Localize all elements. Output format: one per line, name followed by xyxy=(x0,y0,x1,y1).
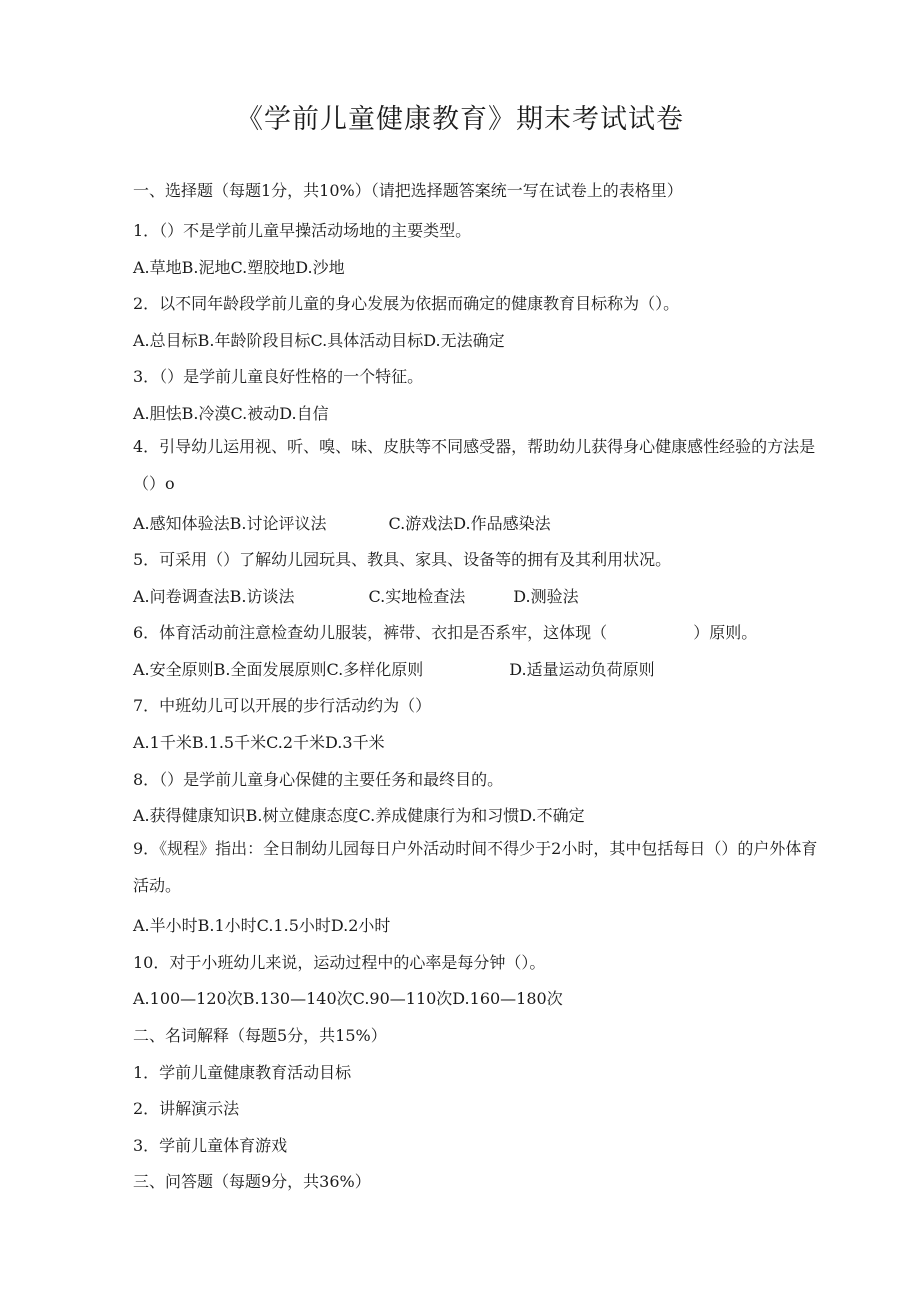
question-6-options-d: D.适量运动负荷原则 xyxy=(509,660,655,679)
question-2: 2．以不同年龄段学前儿童的身心发展为依据而确定的健康教育目标称为（）。 xyxy=(133,294,680,313)
question-6-text: 6．体育活动前注意检查幼儿服装，裤带、衣扣是否系牢，这体现（ xyxy=(133,623,608,642)
question-4-options xyxy=(133,511,551,534)
question-8-options: A.获得健康知识B.树立健康态度C.养成健康行为和习惯D.不确定 xyxy=(133,806,585,825)
question-6-options-abc: A.安全原则B.全面发展原则C.多样化原则 xyxy=(133,660,424,679)
question-9: 9．《规程》指出：全日制幼儿园每日户外活动时间不得少于2小时，其中包括每日（）的户外体育活动。 xyxy=(133,839,818,895)
question-8: 8．（）是学前儿童身心保健的主要任务和最终目的。 xyxy=(133,770,504,789)
question-5-options-d: D.测验法 xyxy=(513,587,579,606)
question-4-options-cd: C.游戏法D.作品感染法 xyxy=(388,514,551,533)
question-10-options: A.100—120次B.130—140次C.90—110次D.160—180次 xyxy=(133,989,563,1008)
term-3: 3．学前儿童体育游戏 xyxy=(133,1136,288,1155)
question-3: 3．（）是学前儿童良好性格的一个特征。 xyxy=(133,367,424,386)
question-3-options: A.胆怯B.冷漠C.被动D.自信 xyxy=(133,404,329,423)
question-6-options xyxy=(133,657,655,680)
question-9-options: A.半小时B.1小时C.1.5小时D.2小时 xyxy=(133,916,391,935)
term-1: 1．学前儿童健康教育活动目标 xyxy=(133,1063,352,1082)
section3-heading: 三、问答题（每题9分，共36%） xyxy=(133,1172,371,1191)
question-2-options: A.总目标B.年龄阶段目标C.具体活动目标D.无法确定 xyxy=(133,331,505,350)
question-4: 4．引导幼儿运用视、听、嗅、味、皮肤等不同感受器，帮助幼儿获得身心健康感性经验的方法是（）o xyxy=(133,437,816,493)
question-6 xyxy=(133,620,757,643)
question-4-options-ab: A.感知体验法B.讨论评议法 xyxy=(133,514,327,533)
question-5-options-ab: A.问卷调查法B.访谈法 xyxy=(133,587,295,606)
question-6-suffix: ）原则。 xyxy=(693,623,758,642)
question-5-options xyxy=(133,584,579,607)
question-7: 7．中班幼儿可以开展的步行活动约为（） xyxy=(133,696,432,715)
page-title: 《学前儿童健康教育》期末考试试卷 xyxy=(236,104,684,135)
question-10: 10．对于小班幼儿来说，运动过程中的心率是每分钟（）。 xyxy=(133,953,546,972)
question-5-options-c: C.实地检查法 xyxy=(368,587,466,606)
question-1-options: A.草地B.泥地C.塑胶地D.沙地 xyxy=(133,258,345,277)
question-7-options: A.1千米B.1.5千米C.2千米D.3千米 xyxy=(133,733,385,752)
section1-heading: 一、选择题（每题1分，共10%）（请把选择题答案统一写在试卷上的表格里） xyxy=(133,181,683,200)
question-5: 5．可采用（）了解幼儿园玩具、教具、家具、设备等的拥有及其利用状况。 xyxy=(133,550,672,569)
question-1: 1．（）不是学前儿童早操活动场地的主要类型。 xyxy=(133,221,472,240)
term-2: 2．讲解演示法 xyxy=(133,1099,240,1118)
section2-heading: 二、名词解释（每题5分，共15%） xyxy=(133,1026,387,1045)
